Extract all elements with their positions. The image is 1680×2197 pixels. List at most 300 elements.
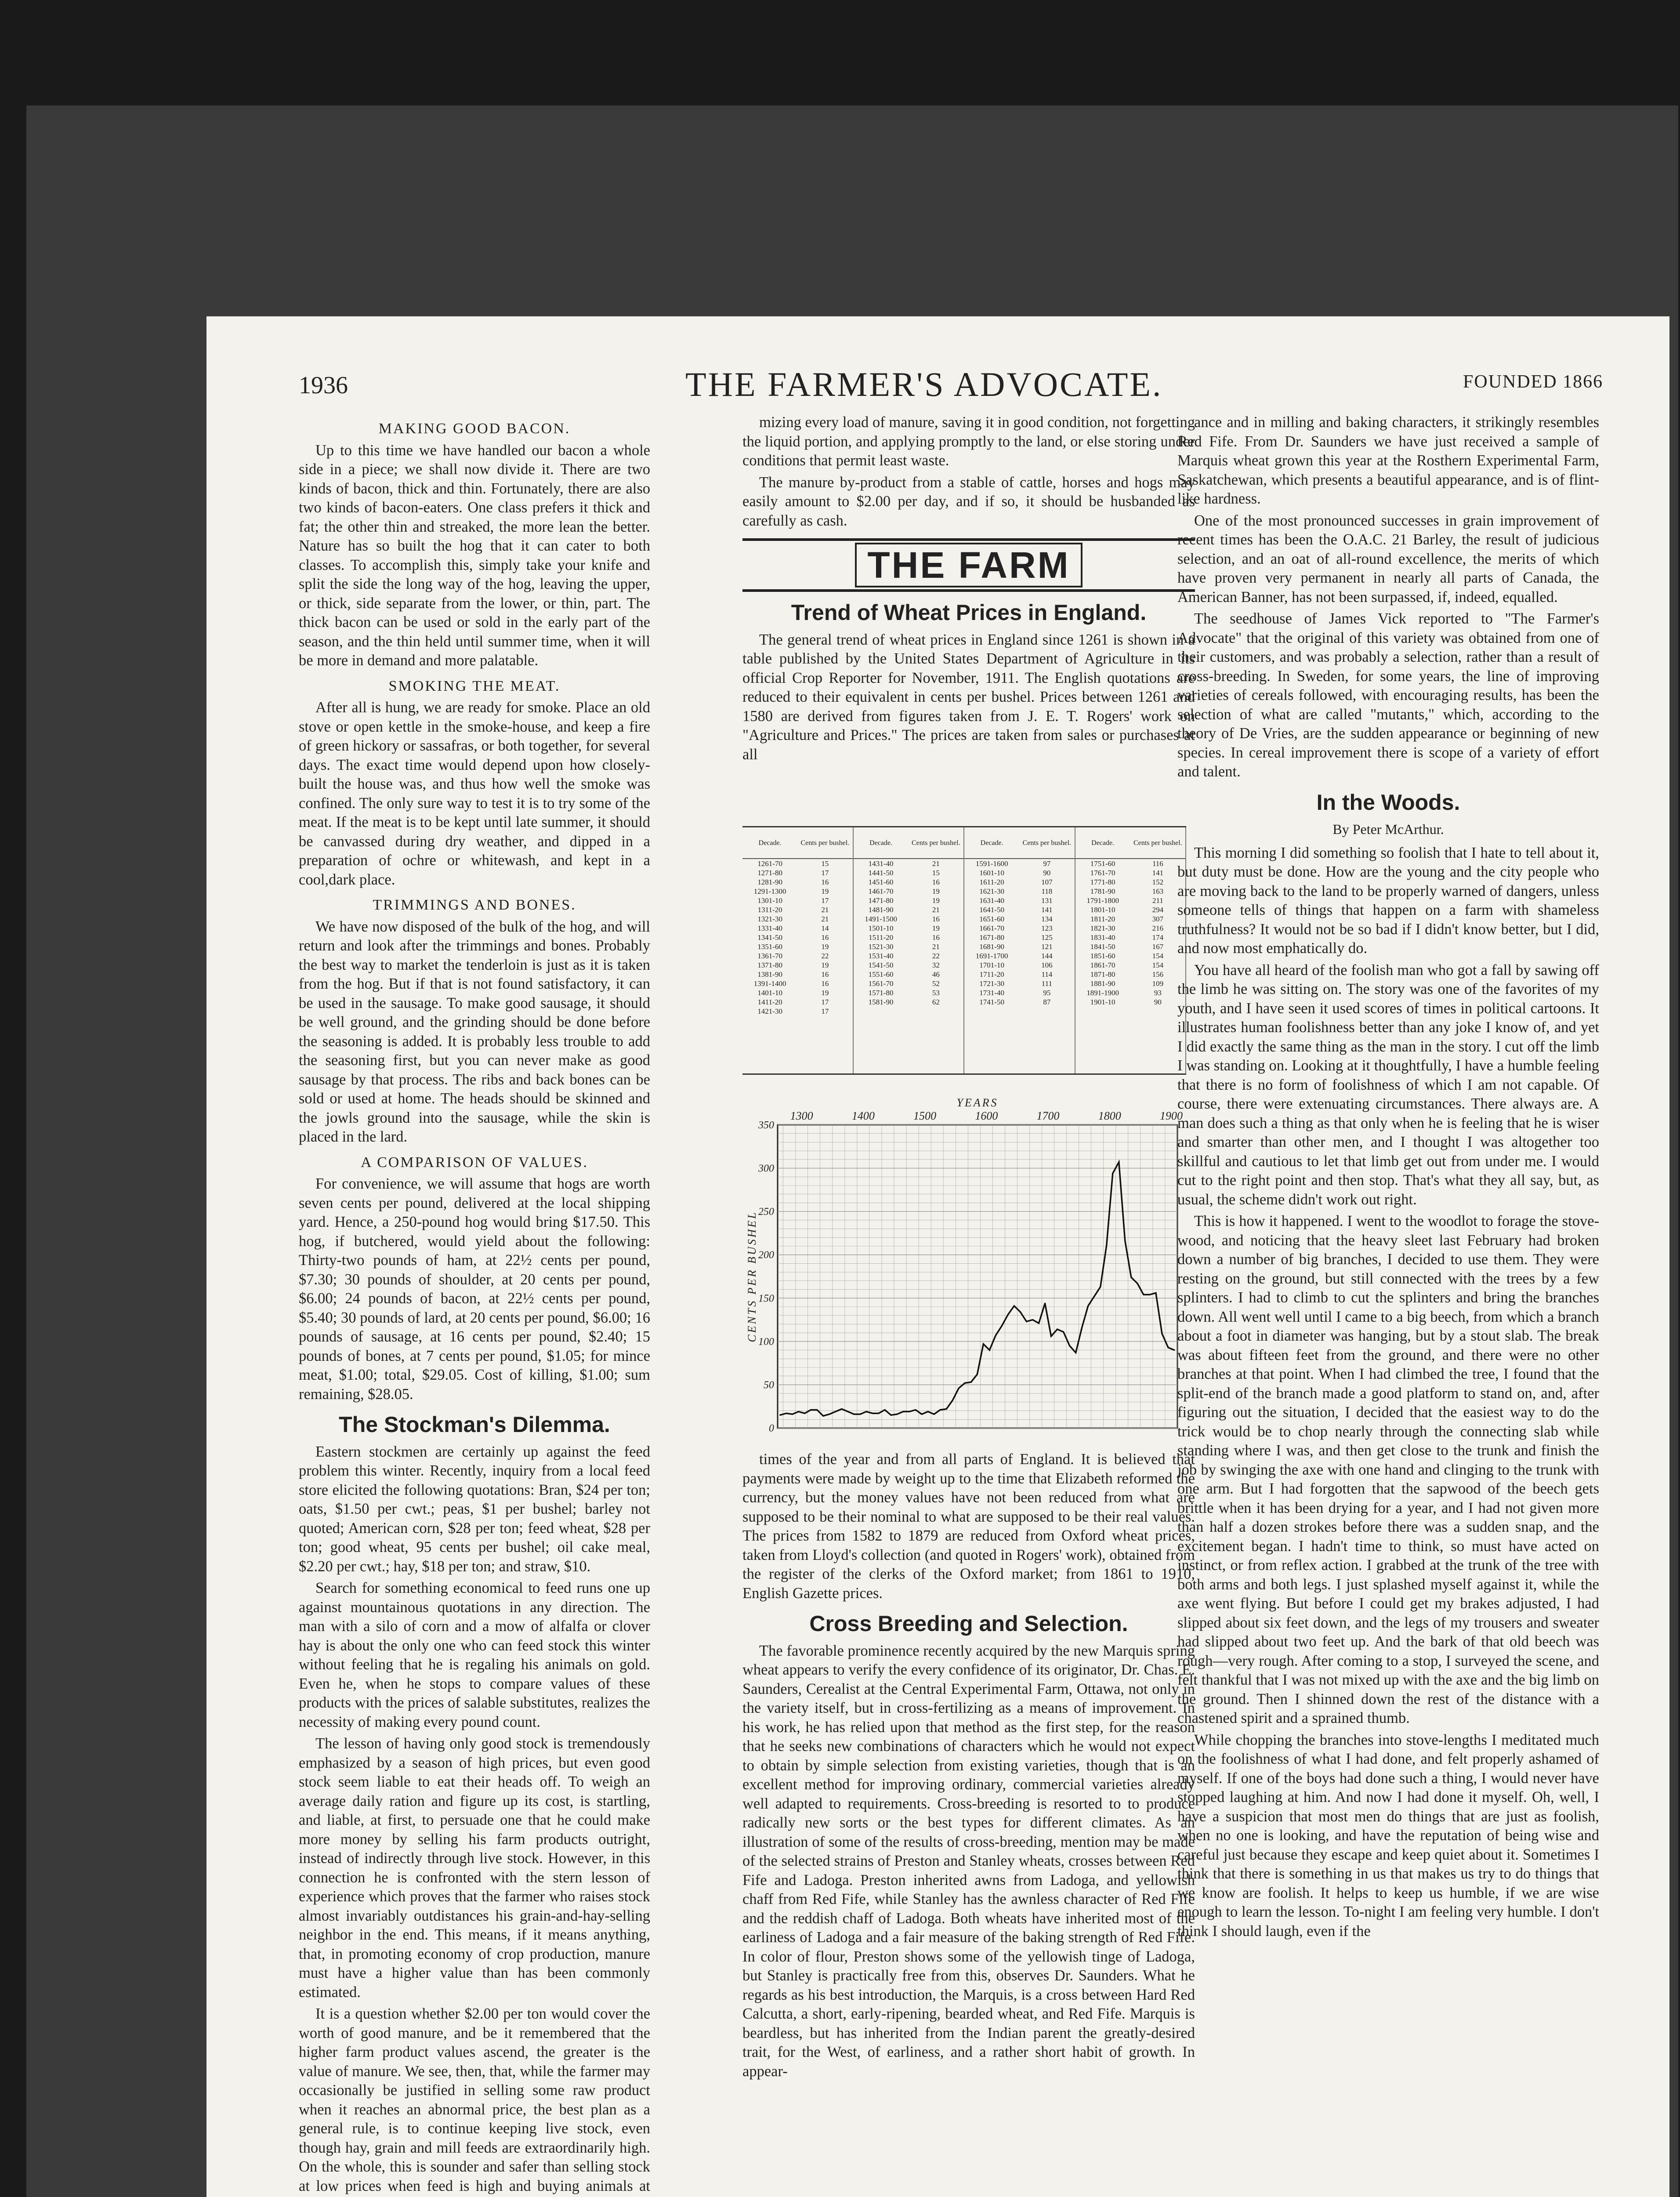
decade-cell: 1821-30 (1090, 924, 1115, 932)
data-point (946, 1408, 947, 1410)
paragraph: The seedhouse of James Vick reported to "The Farmer's Advocate" that the original of this variety was obtained from one of their customers, and was probably a selection, rather than a result of cross-breeding. In Sweden, for some years, the line of improving varieties of cereals followed, with encouraging results, has been the selection of what are called "mutants," which, according to the theory of De Vries, are the sudden appearance or beginning of new species. In cereal improvement there is scope of a variety of effort and talent. (1177, 610, 1599, 780)
table-row (964, 887, 1075, 896)
decade-cell: 1681-90 (979, 943, 1004, 951)
article-headline: Cross Breeding and Selection. (809, 1611, 1128, 1636)
cents-cell: 116 (1152, 859, 1163, 868)
decade-cell: 1481-90 (868, 906, 894, 914)
farm-banner-text: THE FARM (855, 543, 1082, 587)
table-row (742, 877, 853, 887)
table-row (854, 924, 964, 933)
table-row (1075, 868, 1186, 877)
cents-cell: 46 (932, 970, 940, 979)
data-point (1007, 1314, 1009, 1315)
cents-cell: 21 (932, 859, 940, 868)
data-point (822, 1415, 824, 1417)
table-header-cell: Decade. (869, 839, 893, 847)
table-row (854, 868, 964, 877)
decade-cell: 1671-80 (979, 933, 1004, 942)
decade-cell: 1411-20 (757, 998, 782, 1006)
decade-cell: 1841-50 (1090, 943, 1115, 951)
decade-cell: 1871-80 (1090, 970, 1115, 979)
cents-cell: 307 (1152, 915, 1164, 923)
decade-cell: 1521-30 (868, 943, 894, 951)
table-row (742, 905, 853, 914)
data-point (1143, 1294, 1144, 1295)
section-banner (742, 538, 1195, 592)
table-row (742, 997, 853, 1007)
cents-cell: 106 (1041, 961, 1053, 969)
data-point (786, 1413, 787, 1414)
data-point (1130, 1276, 1132, 1278)
decade-cell: 1261-70 (757, 859, 782, 868)
data-point (940, 1409, 941, 1410)
decade-cell: 1861-70 (1090, 961, 1115, 969)
decade-cell: 1751-60 (1090, 859, 1115, 868)
data-point (804, 1413, 805, 1414)
cents-cell: 19 (821, 961, 829, 969)
table-row (854, 896, 964, 905)
cents-cell: 17 (821, 896, 829, 905)
data-point (952, 1399, 953, 1401)
cents-cell: 17 (821, 869, 829, 877)
data-point (847, 1411, 848, 1412)
x-tick-label: 1400 (851, 1109, 875, 1122)
paragraph: We have now disposed of the bulk of the hog, and will return and look after the trimmings and bones. Probably the best way to market the tenderloin is just as it is taken from the hog. But if that is not found satisfactory, it can be used in the sausage. To make good sausage, it should be well ground, and the grinding should be done before the seasoning is added. It is probably less trouble to add the seasoning first, but you can never make as good sausage by that process. The ribs and back bones can be sold or used at home. The heads should be skinned and the jowls ground into the sausage, while the skin is placed in the lard. (299, 918, 650, 1145)
decade-cell: 1341-50 (757, 933, 782, 942)
decade-cell: 1371-80 (757, 961, 782, 969)
data-point (1063, 1331, 1064, 1333)
cents-cell: 21 (821, 906, 829, 914)
cents-cell: 19 (821, 943, 829, 951)
table-row (964, 914, 1075, 924)
data-point (1137, 1283, 1138, 1284)
data-point (878, 1413, 879, 1414)
table-row (742, 868, 853, 877)
chart-frame (778, 1125, 1177, 1428)
y-tick-label: 250 (758, 1206, 774, 1218)
table-row (742, 979, 853, 988)
table-row (1075, 859, 1186, 868)
cents-cell: 17 (821, 998, 829, 1006)
decade-cell: 1641-50 (979, 906, 1004, 914)
article-headline: The Stockman's Dilemma. (339, 1412, 610, 1437)
decade-cell: 1831-40 (1090, 933, 1115, 942)
table-header-cell: Cents per bushel. (912, 839, 960, 847)
table-row (854, 942, 964, 951)
table-row (854, 997, 964, 1007)
table-row (964, 997, 1075, 1007)
table-row (742, 933, 853, 942)
decade-cell: 1611-20 (979, 878, 1004, 886)
decade-cell: 1901-10 (1090, 998, 1115, 1006)
decade-cell: 1851-60 (1090, 952, 1115, 960)
decade-cell: 1531-40 (868, 952, 894, 960)
data-point (1093, 1296, 1095, 1297)
table-row (1075, 914, 1186, 924)
decade-cell: 1331-40 (757, 924, 782, 932)
cents-cell: 21 (821, 915, 829, 923)
decade-cell: 1571-80 (868, 989, 894, 997)
data-point (921, 1414, 923, 1415)
table-row (742, 961, 853, 970)
data-point (995, 1335, 996, 1336)
x-tick-label: 1800 (1098, 1109, 1121, 1122)
table-row (742, 914, 853, 924)
data-point (1112, 1173, 1113, 1174)
decade-cell: 1631-40 (979, 896, 1004, 905)
data-point (1149, 1294, 1150, 1295)
table-row (742, 924, 853, 933)
data-point (903, 1411, 904, 1412)
data-point (983, 1343, 984, 1345)
decade-cell: 1431-40 (868, 859, 894, 868)
column-2-bottom (742, 1450, 1195, 2084)
data-point (1118, 1161, 1119, 1163)
cents-cell: 114 (1041, 970, 1053, 979)
y-tick-label: 200 (758, 1249, 774, 1261)
cents-cell: 32 (932, 961, 940, 969)
decade-cell: 1741-50 (979, 998, 1004, 1006)
table-row (742, 951, 853, 961)
data-point (1050, 1336, 1052, 1337)
article-headline: Trend of Wheat Prices in England. (791, 600, 1147, 625)
cents-cell: 95 (1043, 989, 1051, 997)
data-point (989, 1349, 990, 1351)
data-point (934, 1414, 935, 1415)
paragraph: For convenience, we will assume that hogs are worth seven cents per pound, delivered at the local shipping yard. Hence, a 250-pound hog would bring $17.50. This hog, if butchered, would yield about the following: Thirty-two pounds of ham, at 22½ cents per pound, $7.30; 30 pounds of shoulder, at 20 cents per pound, $6.00; 24 pounds of bacon, at 22½ cents per pound, $5.40; 30 pounds of lard, at 20 cents per pound, $6.00; 16 pounds of sausage, at 16 cents per pound, $2.40; 15 pounds of bones, at 7 cents per pound, $1.05; for mince meat, $1.00; total, $29.05. Cost of killing, $1.00; sum remaining, $28.05. (299, 1175, 650, 1403)
y-axis-label: CENTS PER BUSHEL (746, 1211, 758, 1342)
table-row (1075, 905, 1186, 914)
cents-cell: 90 (1043, 869, 1051, 877)
decade-cell: 1441-50 (868, 869, 894, 877)
table-row (854, 970, 964, 979)
y-tick-label: 50 (764, 1379, 774, 1391)
data-point (1155, 1292, 1156, 1294)
table-row (742, 859, 853, 868)
table-row (742, 988, 853, 997)
table-row (742, 1007, 853, 1016)
data-point (1044, 1303, 1046, 1304)
decade-cell: 1501-10 (868, 924, 894, 932)
table-group (964, 827, 1075, 1073)
paragraph: mizing every load of manure, saving it in good condition, not forgetting the liquid portion, and applying promptly to the land, or else storing under conditions that permit least waste. (742, 414, 1195, 469)
cents-cell: 152 (1152, 878, 1164, 886)
table-row (742, 887, 853, 896)
data-point (1124, 1240, 1126, 1242)
data-point (958, 1388, 959, 1389)
wheat-price-chart (742, 1094, 1186, 1441)
cents-cell: 16 (821, 878, 829, 886)
cents-cell: 154 (1152, 952, 1164, 960)
data-point (970, 1381, 972, 1383)
data-point (841, 1408, 842, 1410)
decade-cell: 1401-10 (757, 989, 782, 997)
section-heading: A COMPARISON OF VALUES. (360, 1154, 589, 1171)
table-row (854, 887, 964, 896)
decade-cell: 1691-1700 (975, 952, 1008, 960)
table-row (964, 988, 1075, 997)
table-row (854, 914, 964, 924)
decade-cell: 1711-20 (979, 970, 1004, 979)
cents-cell: 107 (1041, 878, 1053, 886)
y-tick-label: 350 (758, 1120, 774, 1131)
paragraph: It is a question whether $2.00 per ton would cover the worth of good manure, and be it remembered that the higher farm product values ascend, the greater is the value of manure. We see, then, that, while the farmer may occasionally be justified in selling some raw product when it reaches an abnormal price, the best plan as a general rule, is to continue keeping live stock, even though hay, grain and mill feeds are extraordinarily high. On the whole, this is sounder and safer than selling stock at low prices when feed is high and buying animals at (299, 2005, 650, 2194)
table-row (964, 933, 1075, 942)
data-point (853, 1414, 854, 1415)
table-row (854, 877, 964, 887)
cents-cell: 144 (1041, 952, 1053, 960)
decade-cell: 1761-70 (1090, 869, 1115, 877)
data-point (1173, 1349, 1175, 1351)
cents-cell: 167 (1152, 943, 1164, 951)
cents-cell: 62 (932, 998, 940, 1006)
table-header-cell: Cents per bushel. (1022, 839, 1072, 847)
data-point (897, 1414, 898, 1415)
table-row (854, 933, 964, 942)
y-tick-label: 0 (769, 1423, 774, 1434)
paragraph: One of the most pronounced successes in grain improvement of recent times has been the O.A.C. 21 Barley, the result of judicious selection, and an oat of all-round excellence, the merits of which have proven very permanent in nearly all parts of Canada, the American Banner, has not been surpassed, if, indeed, equalled. (1177, 512, 1599, 605)
data-point (1038, 1323, 1039, 1324)
data-point (810, 1409, 811, 1410)
masthead-title: THE FARMER'S ADVOCATE. (685, 365, 1163, 403)
decade-cell: 1491-1500 (865, 915, 897, 923)
data-point (1087, 1305, 1089, 1307)
cents-cell: 15 (821, 859, 829, 868)
paragraph: The lesson of having only good stock is tremendously emphasized by a season of high prices, but even good stock seem liable to eat their heads off. To weigh an average daily ration and figure up its cost, is startling, and liable, at first, to persuade one that he could make more money by selling his farm products outright, instead of indirectly through live stock. However, in this connection he is confronted with the stern lesson of experience which proves that the farmer who raises stock almost invariably outdistances his grain-and-hay-selling neighbor in the end. This means, if it means anything, that, in promoting economy of crop production, manure must have a higher value than has been commonly estimated. (299, 1735, 650, 2001)
cents-cell: 16 (821, 970, 829, 979)
decade-cell: 1561-70 (868, 979, 894, 988)
cents-cell: 19 (932, 924, 940, 932)
table-row (964, 979, 1075, 988)
y-tick-label: 300 (758, 1163, 774, 1175)
data-point (816, 1409, 818, 1410)
decade-cell: 1421-30 (757, 1007, 782, 1015)
paragraph: After all is hung, we are ready for smoke. Place an old stove or open kettle in the smoke-house, and keep a fire of green hickory or sassafras, or both together, for several days. The exact time would depend upon how closely-built the house was, and thus how well the smoke was confined. The only sure way to test it is to try some of the meat. If the meat is to be kept until late summer, it should be canvassed during dry weather, and dipped in a preparation of ochre or whitewash, and kept in a cool,dark place. (299, 699, 650, 888)
cents-cell: 163 (1152, 887, 1164, 895)
cents-cell: 53 (932, 989, 940, 997)
decade-cell: 1351-60 (757, 943, 782, 951)
cents-cell: 17 (821, 1007, 829, 1015)
table-row (1075, 961, 1186, 970)
decade-cell: 1781-90 (1090, 887, 1115, 895)
table-header (1075, 827, 1186, 859)
data-point (977, 1374, 978, 1375)
table-row (1075, 887, 1186, 896)
table-group (742, 827, 854, 1073)
paragraph: This morning I did something so foolish that I hate to tell about it, but duty must be done. How are the young and the city people who are moving back to the land to be properly warned of dangers, unless someone tells of things that happen on a farm with shameless truthfulness? It would not be so bad if I didn't know better, but I did, and now most emphatically do. (1177, 844, 1599, 957)
decade-cell: 1891-1900 (1086, 989, 1119, 997)
data-point (792, 1414, 793, 1415)
cents-cell: 15 (932, 869, 940, 877)
cents-cell: 121 (1041, 943, 1053, 951)
cents-cell: 174 (1152, 933, 1164, 942)
cents-cell: 14 (821, 924, 829, 932)
decade-cell: 1511-20 (869, 933, 894, 942)
decade-cell: 1321-30 (757, 915, 782, 923)
data-point (859, 1414, 861, 1415)
byline: By Peter McArthur. (1332, 821, 1444, 837)
table-row (964, 896, 1075, 905)
cents-cell: 19 (821, 989, 829, 997)
cents-cell: 111 (1041, 979, 1052, 988)
decade-cell: 1541-50 (868, 961, 894, 969)
cents-cell: 123 (1041, 924, 1053, 932)
cents-cell: 97 (1043, 859, 1051, 868)
data-point (964, 1382, 966, 1384)
decade-cell: 1721-30 (979, 979, 1004, 988)
x-tick-label: 1700 (1036, 1109, 1060, 1122)
cents-cell: 134 (1041, 915, 1053, 923)
decade-cell: 1381-90 (757, 970, 782, 979)
cents-cell: 93 (1154, 989, 1162, 997)
decade-cell: 1281-90 (757, 878, 782, 886)
paragraph: Eastern stockmen are certainly up against the feed problem this winter. Recently, inquiry from a local feed store elicited the following quotations: Bran, $24 per ton; oats, $1.50 per cwt.; peas, $1 per bushel; barley not quoted; American corn, $28 per ton; feed wheat, $28 per ton; good wheat, 95 cents per bushel; oil cake meal, $2.20 per cwt.; hay, $18 per ton; and straw, $10. (299, 1443, 650, 1575)
cents-cell: 19 (932, 896, 940, 905)
table-header-cell: Decade. (1091, 839, 1115, 847)
x-tick-label: 1300 (790, 1109, 813, 1122)
cents-cell: 125 (1041, 933, 1053, 942)
decade-cell: 1791-1800 (1086, 896, 1119, 905)
decade-cell: 1621-30 (979, 887, 1004, 895)
paragraph: The favorable prominence recently acquired by the new Marquis spring wheat appears to verify the every confidence of its originator, Dr. Chas. E. Saunders, Cerealist at the Central Experimental Farm, Ottawa, not only in the variety itself, but in cross-fertilizing as a means of improvement. In his work, he has relied upon that method as the first step, for the reason that he seeks new combinations of characters which he would not expect to obtain by simple selection from existing varieties, though that is an excellent method for improving ordinary, commercial varieties already well adapted to requirements. Cross-breeding is resorted to to produce radically new sorts or the best types for different climates. As an illustration of some of the results of cross-breeding, mention may be made of the selected strains of Preston and Stanley wheats, crosses between Red Fife and Ladoga. Preston inherited awns from Ladoga, and yellowish chaff from Red Fife, while Stanley has the awnless character of Red Fife and the reddish chaff of Ladoga. Both wheats have inherited most of the earliness of Ladoga and a fair measure of the baking strength of Red Fife. In color of flour, Preston shows some of the yellowish tinge of Ladoga, but Stanley is practically free from this, observes Dr. Saunders. What he regards as his best introduction, the Marquis, is a cross between Hard Red Calcutta, a short, early-ripening, bearded wheat, and Red Fife. Marquis is beardless, but has inherited from the Indian parent the greatly-desired trait, for the West, of earliness, and a rather short habit of growth. In appear- (742, 1642, 1195, 2080)
data-point (1014, 1305, 1015, 1307)
data-point (1081, 1327, 1083, 1328)
decade-cell: 1881-90 (1090, 979, 1115, 988)
decade-cell: 1271-80 (757, 869, 782, 877)
cents-cell: 141 (1041, 906, 1053, 914)
table-header-cell: Cents per bushel. (800, 839, 850, 847)
founded-label: FOUNDED 1866 (1463, 372, 1604, 392)
data-point (1106, 1245, 1107, 1246)
decade-cell: 1731-40 (979, 989, 1004, 997)
data-point (1057, 1329, 1058, 1330)
data-point (779, 1414, 781, 1416)
data-point (1026, 1321, 1027, 1322)
cents-cell: 294 (1152, 906, 1164, 914)
table-row (964, 970, 1075, 979)
table-header (854, 827, 964, 859)
paragraph: You have all heard of the foolish man who got a fall by sawing off the limb he was sitting on. The story was one of the favorites of my youth, and I have seen it used scores of times in political cartoons. It illustrates human foolishness better than any joke I know of, and yet I did exactly the same thing as the man in the story. I cut off the limb I was standing on. Looking at it thoughtfully, I have a humble feeling that there is no form of foolishness of which I am not capable. Of course, there were extenuating circumstances. There always are. A man does such a thing as that only when he is feeling that he is wiser and smarter than other men, and I thought I was altogether too skillful and cautious to let that limb get out from under me. I would cut to the right point and then stop. That's what they all say, but, as usual, the scheme didn't work out right. (1177, 961, 1599, 1208)
table-row (1075, 997, 1186, 1007)
decade-cell: 1391-1400 (753, 979, 786, 988)
table-row (964, 961, 1075, 970)
paragraph: This is how it happened. I went to the woodlot to forage the stove-wood, and noticing that the heavy sleet last February had broken down a number of big branches, I decided to use them. They were resting on the ground, but still connected with the trees by a few splinters. I had to climb to cut the splinters and bring the branches down. All went well until I came to a big beech, from which a branch about a foot in diameter was hanging, but by a stout slab. The break was about fifteen feet from the ground, and there were no other branches at that point. When I had climbed the tree, I found that the split-end of the branch made a good platform to stand on, and, after figuring out the situation, I decided that the easiest way to do the trick would be to chop nearly through the connecting slab while standing where I was, and then get close to the trunk and finish the job by swinging the axe with one hand and clinging to the trunk with one arm. But I had forgotten that the sapwood of the beech gets brittle when it has been drying for a year, and I had not given more than half a dozen strokes before there was a sudden snap, and the excitement began. I hadn't time to think, so must have acted on instinct, or from reflex action. I grabbed at the trunk of the tree with both arms and both legs. I just splashed myself against it, while the axe went flying. But before I could get my brakes adjusted, I had slipped about six feet down, and the legs of my trousers and sweater had slipped about two feet up. And the bark of that old beech was rough—very rough. After coming to a stop, I surveyed the scene, and felt thankful that I was not mixed up with the axe and the big limb on the ground. Then I shinned down the rest of the distance with a chastened spirit and a sprained thumb. (1177, 1213, 1599, 1726)
table-row (854, 988, 964, 997)
data-point (835, 1411, 836, 1412)
table-row (964, 877, 1075, 887)
data-point (865, 1411, 867, 1412)
section-heading: MAKING GOOD BACON. (378, 421, 571, 437)
decade-cell: 1361-70 (757, 952, 782, 960)
price-line (780, 1162, 1174, 1416)
x-tick-label: 1900 (1159, 1109, 1183, 1122)
cents-cell: 52 (932, 979, 940, 988)
table-row (854, 979, 964, 988)
data-point (1161, 1333, 1162, 1334)
table-row (854, 905, 964, 914)
decade-cell: 1291-1300 (753, 887, 786, 895)
paragraph: ance and in milling and baking characters, it strikingly resembles Red Fife. From Dr. Saunders we have just received a sample of Marquis wheat grown this year at the Rosthern Experimental Farm, Saskatchewan, which presents a beautiful appearance, and is of flint-like hardness. (1177, 414, 1599, 507)
x-tick-label: 1500 (913, 1109, 937, 1122)
section-heading: SMOKING THE MEAT. (388, 678, 561, 694)
table-group (1075, 827, 1187, 1073)
table-header-cell: Decade. (980, 839, 1003, 847)
table-header-cell: Cents per bushel. (1133, 839, 1182, 847)
page-number: 1936 (299, 372, 348, 399)
data-point (927, 1411, 929, 1412)
data-point (1100, 1286, 1101, 1287)
cents-cell: 16 (821, 979, 829, 988)
decade-cell: 1451-60 (868, 878, 894, 886)
paragraph: Search for something economical to feed runs one up against mountainous quotations in any direction. The man with a silo of corn and a mow of alfalfa or clover hay is about the only one who can feed stock this winter without feeling that he is regaling his animals on gold. Even he, when he stops to compare values of these products with the prices of salable substitutes, realizes the necessity of making every pound count. (299, 1580, 650, 1730)
paragraph: Up to this time we have handled our bacon a whole side in a piece; we shall now divide it. There are two kinds of bacon, thick and thin. Fortunately, there are also two kinds of bacon-eaters. One class prefers it thick and fat; the other thin and streaked, the more lean the better. Nature has so built the hog that it can cater to both classes. To accomplish this, simply take your knife and split the side the long way of the hog, leaving the upper, or thick, side separate from the lower, or thin, part. The thick bacon can be used or sold in the early part of the season, and the thin held until summer time, when it will be more in demand and more palatable. (299, 442, 650, 669)
decade-cell: 1651-60 (979, 915, 1004, 923)
table-row (1075, 979, 1186, 988)
cents-cell: 16 (932, 878, 940, 886)
y-tick-label: 100 (758, 1336, 774, 1348)
data-point (1069, 1345, 1070, 1346)
data-point (829, 1414, 830, 1415)
decade-cell: 1661-70 (979, 924, 1004, 932)
table-row (1075, 942, 1186, 951)
cents-cell: 19 (821, 887, 829, 895)
data-point (890, 1414, 891, 1416)
cents-cell: 19 (932, 887, 940, 895)
decade-cell: 1701-10 (979, 961, 1004, 969)
decade-cell: 1601-10 (979, 869, 1004, 877)
article-headline: In the Woods. (1316, 790, 1460, 815)
decade-cell: 1591-1600 (975, 859, 1008, 868)
decade-cell: 1301-10 (757, 896, 782, 905)
x-tick-label: 1600 (975, 1109, 998, 1122)
table-row (1075, 970, 1186, 979)
table-row (964, 905, 1075, 914)
data-point (1032, 1319, 1033, 1320)
data-point (1167, 1347, 1169, 1348)
cents-cell: 131 (1041, 896, 1053, 905)
table-row (742, 896, 853, 905)
table-row (854, 951, 964, 961)
paragraph: The manure by-product from a stable of cattle, horses and hogs may easily amount to $2.00 per day, and if so, it should be husbanded as carefully as cash. (742, 474, 1195, 529)
cents-cell: 118 (1041, 887, 1053, 895)
table-row (964, 924, 1075, 933)
wheat-price-table (742, 826, 1186, 1075)
cents-cell: 21 (932, 906, 940, 914)
paragraph: times of the year and from all parts of England. It is believed that payments were made by weight up to the time that Elizabeth reformed the currency, but the money values have not been reduced from what are supposed to be their nominal to what are supposed to be their real values. The prices from 1582 to 1879 are reduced from Oxford wheat prices, taken from Lloyd's collection (and quoted in Rogers' work), obtained from the register of the clerks of the Oxford market; from 1861 to 1910, English Gazette prices. (742, 1451, 1195, 1602)
data-point (1001, 1325, 1003, 1327)
cents-cell: 87 (1043, 998, 1051, 1006)
cents-cell: 154 (1152, 961, 1164, 969)
table-row (742, 942, 853, 951)
table-row (1075, 877, 1186, 887)
decade-cell: 1551-60 (868, 970, 894, 979)
data-point (909, 1411, 910, 1412)
cents-cell: 16 (932, 933, 940, 942)
table-row (964, 951, 1075, 961)
decade-cell: 1311-20 (757, 906, 782, 914)
table-row (1075, 988, 1186, 997)
table-row (1075, 933, 1186, 942)
table-row (964, 942, 1075, 951)
cents-cell: 16 (821, 933, 829, 942)
data-point (1020, 1311, 1021, 1312)
cents-cell: 22 (932, 952, 940, 960)
decade-cell: 1811-20 (1090, 915, 1115, 923)
data-point (915, 1409, 916, 1410)
column-2-top (742, 413, 1195, 767)
data-point (1075, 1352, 1076, 1353)
data-point (884, 1409, 885, 1410)
